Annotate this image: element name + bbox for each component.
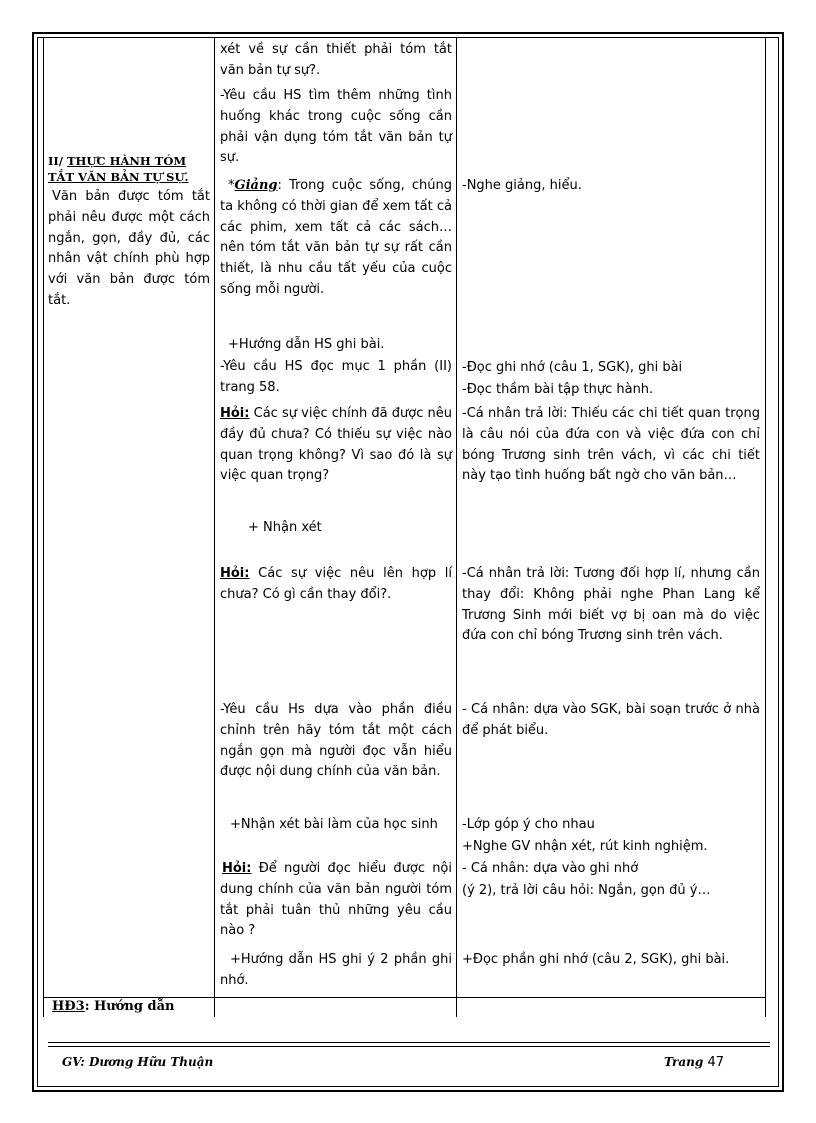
- student-response-10: (ý 2), trả lời câu hỏi: Ngắn, gọn đủ ý…: [462, 883, 711, 898]
- question-1: [220, 404, 452, 487]
- section-number: II/: [48, 154, 63, 168]
- footer-teacher: GV: Dương Hữu Thuận: [62, 1055, 214, 1069]
- teacher-text-2: -Yêu cầu HS tìm thêm những tình huống khác trong cuộc sống cần phải vận dụng tóm tắt văn bản tự sự.: [220, 88, 452, 166]
- question-3-text: Để người đọc hiểu được nội dung chính của văn bản người tóm tắt phải tuân thủ những yêu cầu nào ?: [220, 861, 452, 939]
- column-divider-4: [765, 37, 766, 1017]
- remark-2: +Nhận xét bài làm của học sinh: [230, 817, 438, 832]
- remark-1: + Nhận xét: [248, 520, 322, 535]
- question-3: [220, 859, 452, 942]
- footer-page: [664, 1055, 724, 1070]
- question-label: Hỏi:: [220, 406, 250, 421]
- lecture-text: : Trong cuộc sống, chúng ta không có thời gian để xem tất cả các phim, xem tất cả các sách…nên tóm tắt văn bản tự sự rất cần thiết, là nhu cầu tất yếu của cuộc sống mỗi người.: [220, 178, 452, 297]
- student-response-8: +Nghe GV nhận xét, rút kinh nghiệm.: [462, 839, 708, 854]
- question-2-text: Các sự việc nêu lên hợp lí chưa? Có gì cần thay đổi?.: [220, 566, 452, 602]
- column-divider-1: [43, 37, 44, 1017]
- section-title-line2: TẮT VĂN BẢN TỰ SỰ.: [48, 170, 189, 184]
- teacher-text-4: -Yêu cầu Hs dựa vào phần điều chỉnh trên hãy tóm tắt một cách ngắn gọn mà người đọc vẫn hiểu được nội dung chính của văn bản.: [220, 702, 452, 780]
- activity-title: : Hướng dẫn: [84, 999, 175, 1014]
- footer-rule-1: [48, 1042, 770, 1043]
- question-2: [220, 564, 452, 606]
- teacher-text-3: -Yêu cầu HS đọc mục 1 phần (II) trang 58.: [220, 359, 452, 395]
- student-response-3: -Đọc thầm bài tập thực hành.: [462, 382, 654, 397]
- student-response-1: -Nghe giảng, hiểu.: [462, 178, 582, 193]
- guide-note-1: +Hướng dẫn HS ghi bài.: [228, 337, 385, 352]
- lecture-label: Giảng: [234, 178, 278, 193]
- page-number: 47: [707, 1055, 725, 1070]
- student-response-5: -Cá nhân trả lời: Tương đối hợp lí, nhưng cần thay đổi: Không phải nghe Phan Lang kể Trương Sinh mới biết vợ bị oan mà do việc đứa con chỉ bóng Trương sinh trên vách.: [462, 566, 760, 644]
- footer-rule-2: [48, 1046, 770, 1047]
- teacher-text-1: xét về sự cần thiết phải tóm tắt văn bản tự sự?.: [220, 42, 452, 78]
- column-divider-2: [214, 37, 215, 1017]
- section-heading: [48, 153, 210, 185]
- question-label: Hỏi:: [220, 566, 250, 581]
- activity-code: HĐ3: [52, 999, 85, 1014]
- section-summary: Văn bản được tóm tắt phải nêu được một cách ngắn, gọn, đầy đủ, các nhân vật chính phù hợp với văn bản được tóm tắt.: [48, 189, 210, 308]
- section-title-line1: THỰC HÀNH TÓM: [66, 154, 187, 168]
- student-response-9: - Cá nhân: dựa vào ghi nhớ: [462, 861, 639, 876]
- question-1-text: Các sự việc chính đã được nêu đầy đủ chưa? Có thiếu sự việc nào quan trọng không? Vì sao đó là sự việc quan trọng?: [220, 406, 452, 484]
- lecture-paragraph: [220, 176, 452, 301]
- student-response-11: +Đọc phần ghi nhớ (câu 2, SGK), ghi bài.: [462, 952, 730, 967]
- activity-heading: [52, 997, 214, 1018]
- student-response-6: - Cá nhân: dựa vào SGK, bài soạn trước ở nhà để phát biểu.: [462, 702, 760, 738]
- lecture-prefix: *: [228, 178, 235, 193]
- question-label: Hỏi:: [222, 861, 252, 876]
- student-response-4: -Cá nhân trả lời: Thiếu các chi tiết quan trọng là câu nói của đứa con và việc đứa con chỉ bóng Trương sinh trên vách, vì các chi tiết này tạo tình huống bất ngờ cho văn bản…: [462, 406, 760, 484]
- student-response-2: -Đọc ghi nhớ (câu 1, SGK), ghi bài: [462, 360, 683, 375]
- student-response-7: -Lớp góp ý cho nhau: [462, 817, 595, 832]
- page-label: Trang: [664, 1055, 704, 1069]
- guide-note-2: +Hướng dẫn HS ghi ý 2 phần ghi nhớ.: [220, 952, 452, 988]
